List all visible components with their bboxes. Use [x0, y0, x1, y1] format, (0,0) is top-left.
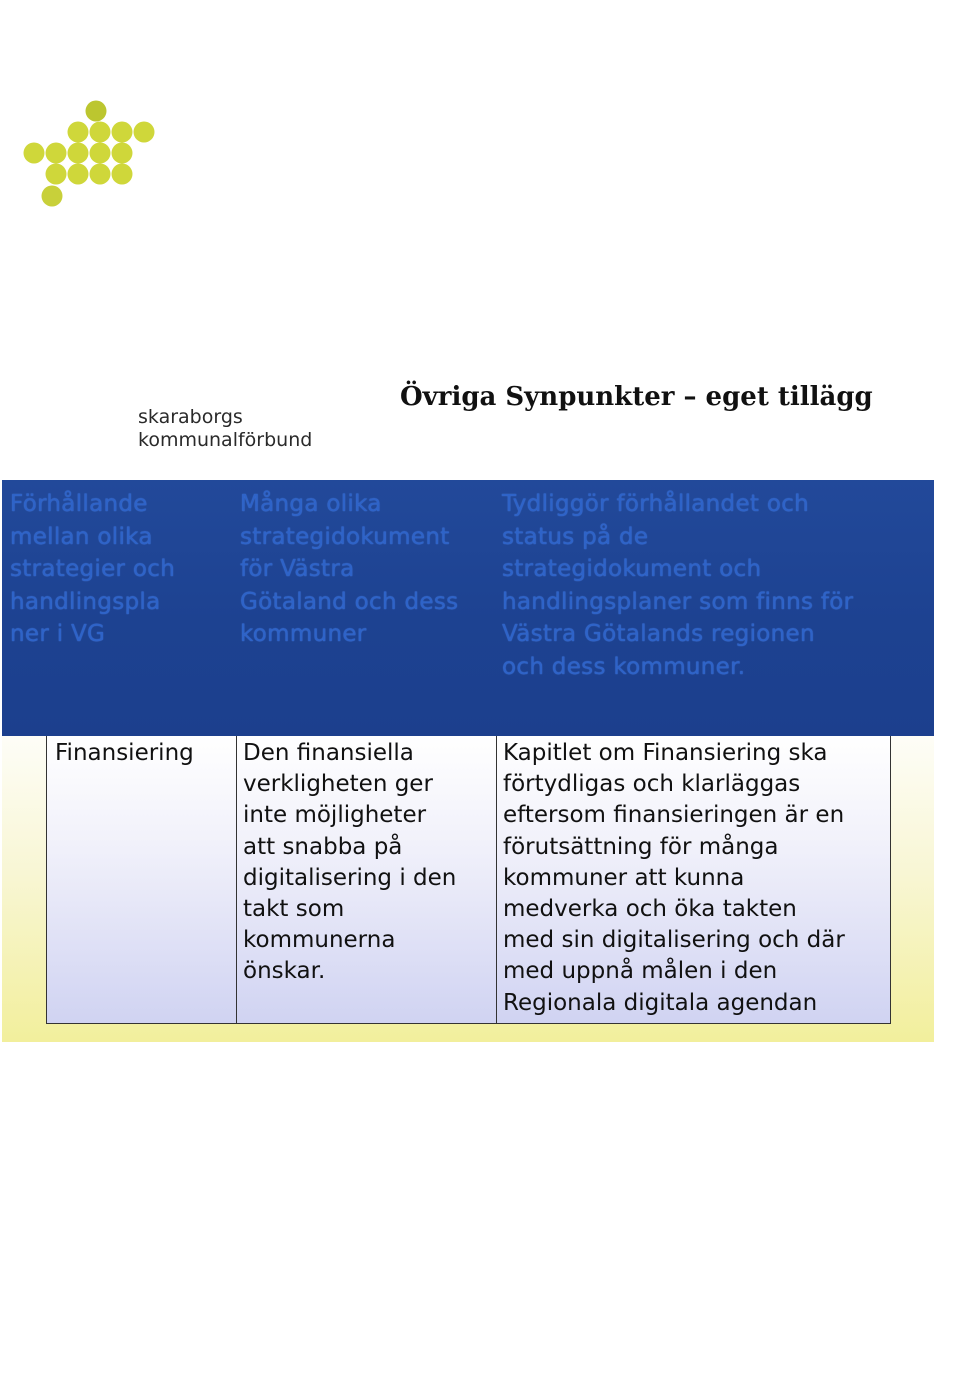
logo-name-line2: kommunalförbund — [138, 429, 313, 451]
text-line: ner i VG — [10, 621, 106, 647]
text-line: inte möjligheter — [243, 802, 427, 829]
table-row-header — [2, 480, 934, 736]
text-line: Regionala digitala agendan — [503, 989, 818, 1016]
text-line: Kapitlet om Finansiering ska — [503, 740, 828, 766]
text-line: kommunerna — [243, 927, 396, 954]
text-line: eftersom finansieringen är en — [503, 802, 845, 829]
slide-table — [2, 480, 934, 1042]
row2-topic — [55, 738, 235, 769]
logo-mark-icon — [18, 100, 178, 220]
text-line: digitalisering i den — [243, 864, 457, 891]
text-line: Tydliggör förhållandet och — [502, 491, 810, 517]
text-line: strategier och — [10, 556, 176, 582]
logo-name-line1: skaraborgs — [138, 406, 243, 428]
text-line: Götaland och dess — [240, 588, 459, 615]
text-line: för Västra — [240, 556, 355, 582]
text-line: mellan olika — [10, 523, 153, 550]
text-line: handlingsplaner som finns för — [502, 588, 854, 615]
row1-issue — [240, 488, 490, 651]
row1-topic — [10, 488, 230, 651]
text-line: Västra Götalands regionen — [502, 621, 815, 647]
table-row-finansiering — [46, 736, 891, 1024]
text-line: att snabba på — [243, 833, 403, 860]
text-line: förtydligas och klarläggas — [503, 771, 801, 798]
page-title: Övriga Synpunkter – eget tillägg — [400, 382, 873, 412]
text-line: strategidokument och — [502, 556, 762, 582]
text-line: Många olika — [240, 491, 382, 517]
logo-name — [138, 406, 312, 452]
text-line: Förhållande — [10, 491, 148, 517]
text-line: verkligheten ger — [243, 771, 433, 798]
text-line: kommuner att kunna — [503, 864, 745, 891]
column-divider — [236, 736, 237, 1023]
row1-proposal — [502, 488, 927, 683]
text-line: status på de — [502, 523, 649, 550]
column-divider — [496, 736, 497, 1023]
row2-proposal — [503, 738, 891, 1019]
text-line: med uppnå målen i den — [503, 958, 778, 985]
row2-issue — [243, 738, 493, 988]
text-line: och dess kommuner. — [502, 653, 746, 680]
text-line: takt som — [243, 896, 345, 923]
text-line: Den finansiella — [243, 740, 414, 766]
text-line: förutsättning för många — [503, 833, 779, 860]
text-line: med sin digitalisering och där — [503, 927, 845, 954]
text-line: önskar. — [243, 958, 326, 985]
text-line: Finansiering — [55, 740, 194, 766]
text-line: medverka och öka takten — [503, 896, 797, 923]
text-line: kommuner — [240, 621, 367, 647]
text-line: handlingspla — [10, 588, 161, 615]
text-line: strategidokument — [240, 523, 450, 550]
